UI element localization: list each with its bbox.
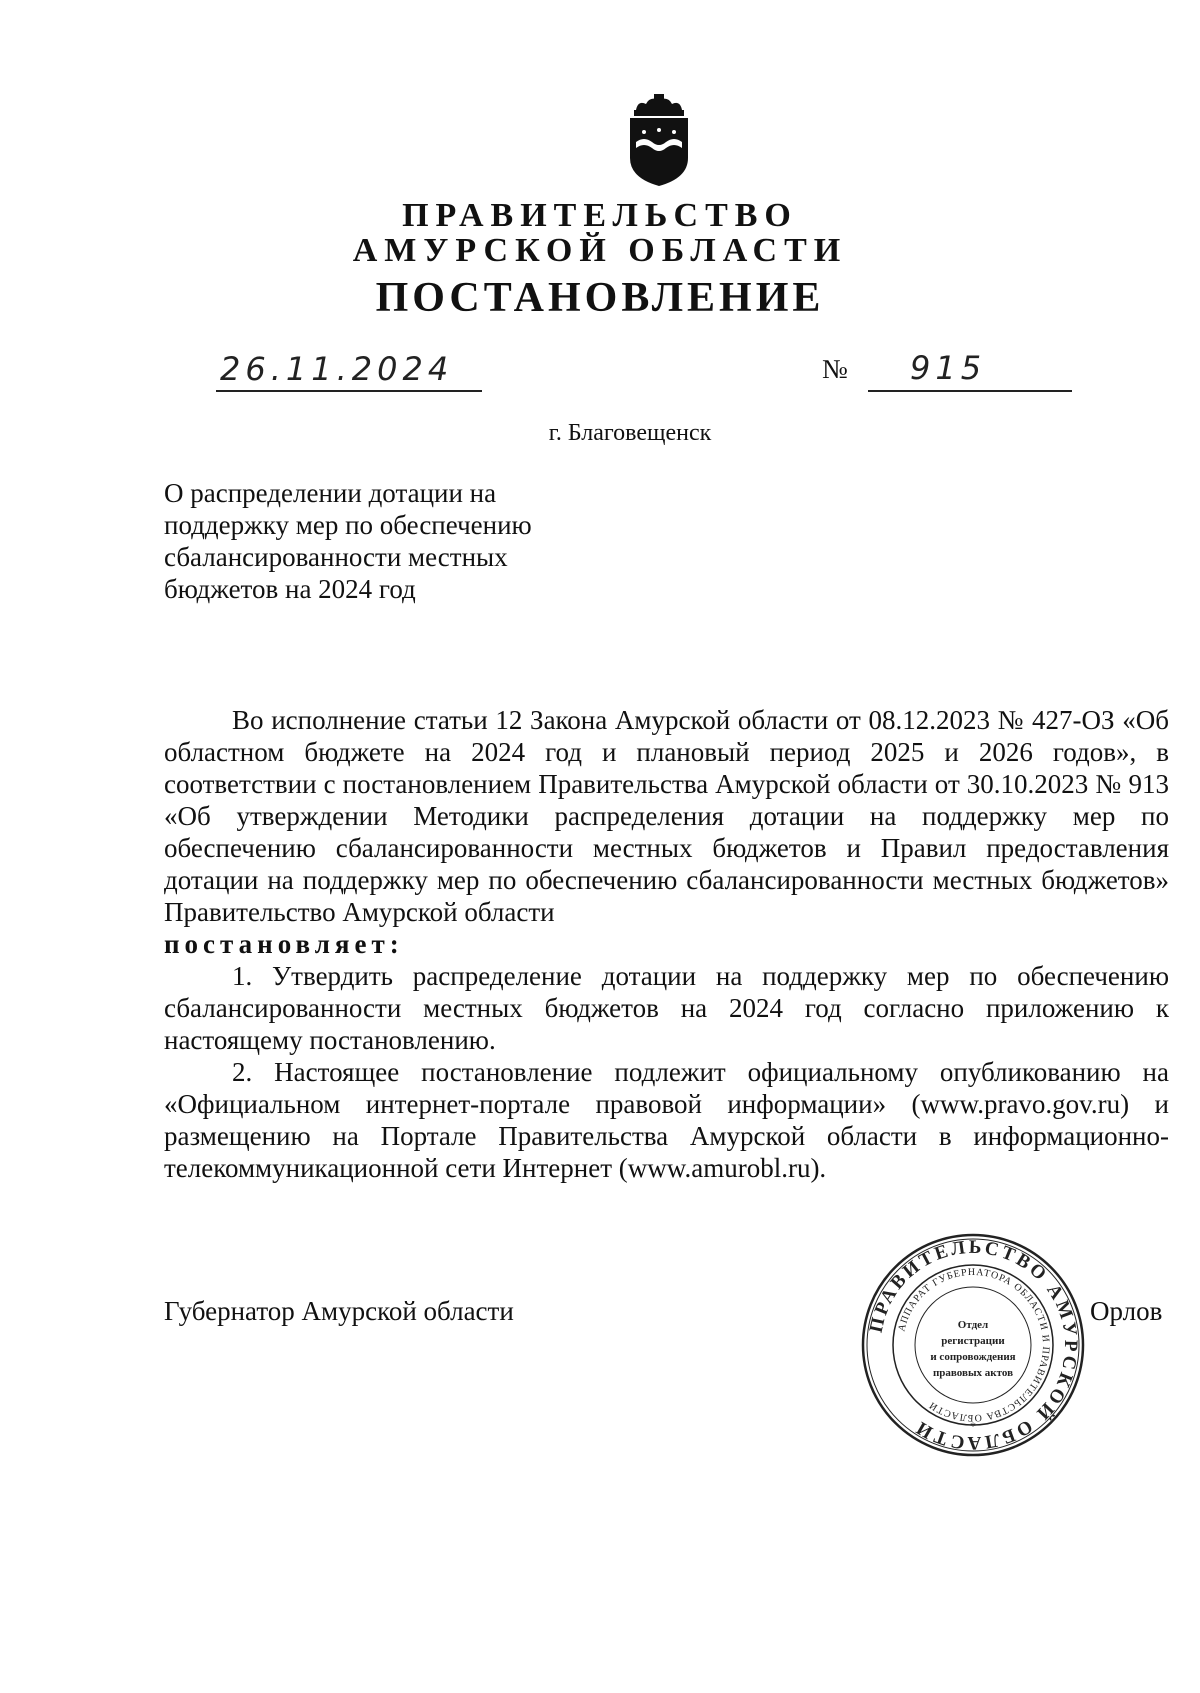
document-date: 26.11.2024 (220, 350, 454, 388)
signatory-position: Губернатор Амурской области (164, 1296, 514, 1326)
official-stamp-icon (858, 1230, 1088, 1460)
stamp-center-line-3: и сопровождения (930, 1351, 1016, 1363)
document-body (164, 704, 1169, 1184)
document-subject: О распределении дотации на поддержку мер по обеспечению сбалансированности местных бюджетов на 2024 год (164, 478, 532, 604)
item-2-paragraph: 2. Настоящее постановление подлежит официальному опубликованию на «Официальном интернет-портале правовой информации» (www.pravo.gov.ru) и размещению на Портале Правительства Амурской области в информационно-телекоммуникационной сети Интернет (www.amurobl.ru). (164, 1057, 1169, 1183)
preamble-paragraph: Во исполнение статьи 12 Закона Амурской области от 08.12.2023 № 427-ОЗ «Об областном бюджете на 2024 год и плановый период 2025 и 2026 годов», в соответствии с постановлением Правительства Амурской области от 30.10.2023 № 913 «Об утверждении Методики распределения дотации на поддержку мер по обеспечению сбалансированности местных бюджетов и Правил предоставления дотации на поддержку мер по обеспечению сбалансированности местных бюджетов» Правительство Амурской области (164, 705, 1169, 927)
stamp-center-line-2: регистрации (941, 1335, 1005, 1347)
stamp-center-line-1: Отдел (957, 1319, 989, 1331)
stamp-center-line-4: правовых актов (932, 1367, 1014, 1379)
stamp-inner-text: АППАРАТ ГУБЕРНАТОРА ОБЛАСТИ И ПРАВИТЕЛЬСТВА ОБЛАСТИ (896, 1266, 1052, 1424)
number-sign: № (822, 354, 848, 384)
org-name-line1: ПРАВИТЕЛЬСТВО (402, 197, 798, 234)
svg-text:*: * (970, 1419, 976, 1433)
item-1-paragraph: 1. Утвердить распределение дотации на поддержку мер по обеспечению сбалансированности местных бюджетов на 2024 год согласно приложению к настоящему постановлению. (164, 961, 1169, 1055)
date-underline (216, 390, 482, 392)
signatory-name: Орлов (1090, 1296, 1163, 1326)
org-name-line2: АМУРСКОЙ ОБЛАСТИ (352, 232, 848, 269)
number-underline (868, 390, 1072, 392)
document-type: ПОСТАНОВЛЕНИЕ (375, 275, 825, 321)
city: г. Благовещенск (548, 420, 712, 446)
coat-of-arms-icon (624, 92, 694, 188)
resolves-word: постановляет: (164, 929, 404, 959)
document-number: 915 (910, 349, 987, 387)
stamp-outer-text: ПРАВИТЕЛЬСТВО АМУРСКОЙ ОБЛАСТИ (865, 1236, 1082, 1454)
